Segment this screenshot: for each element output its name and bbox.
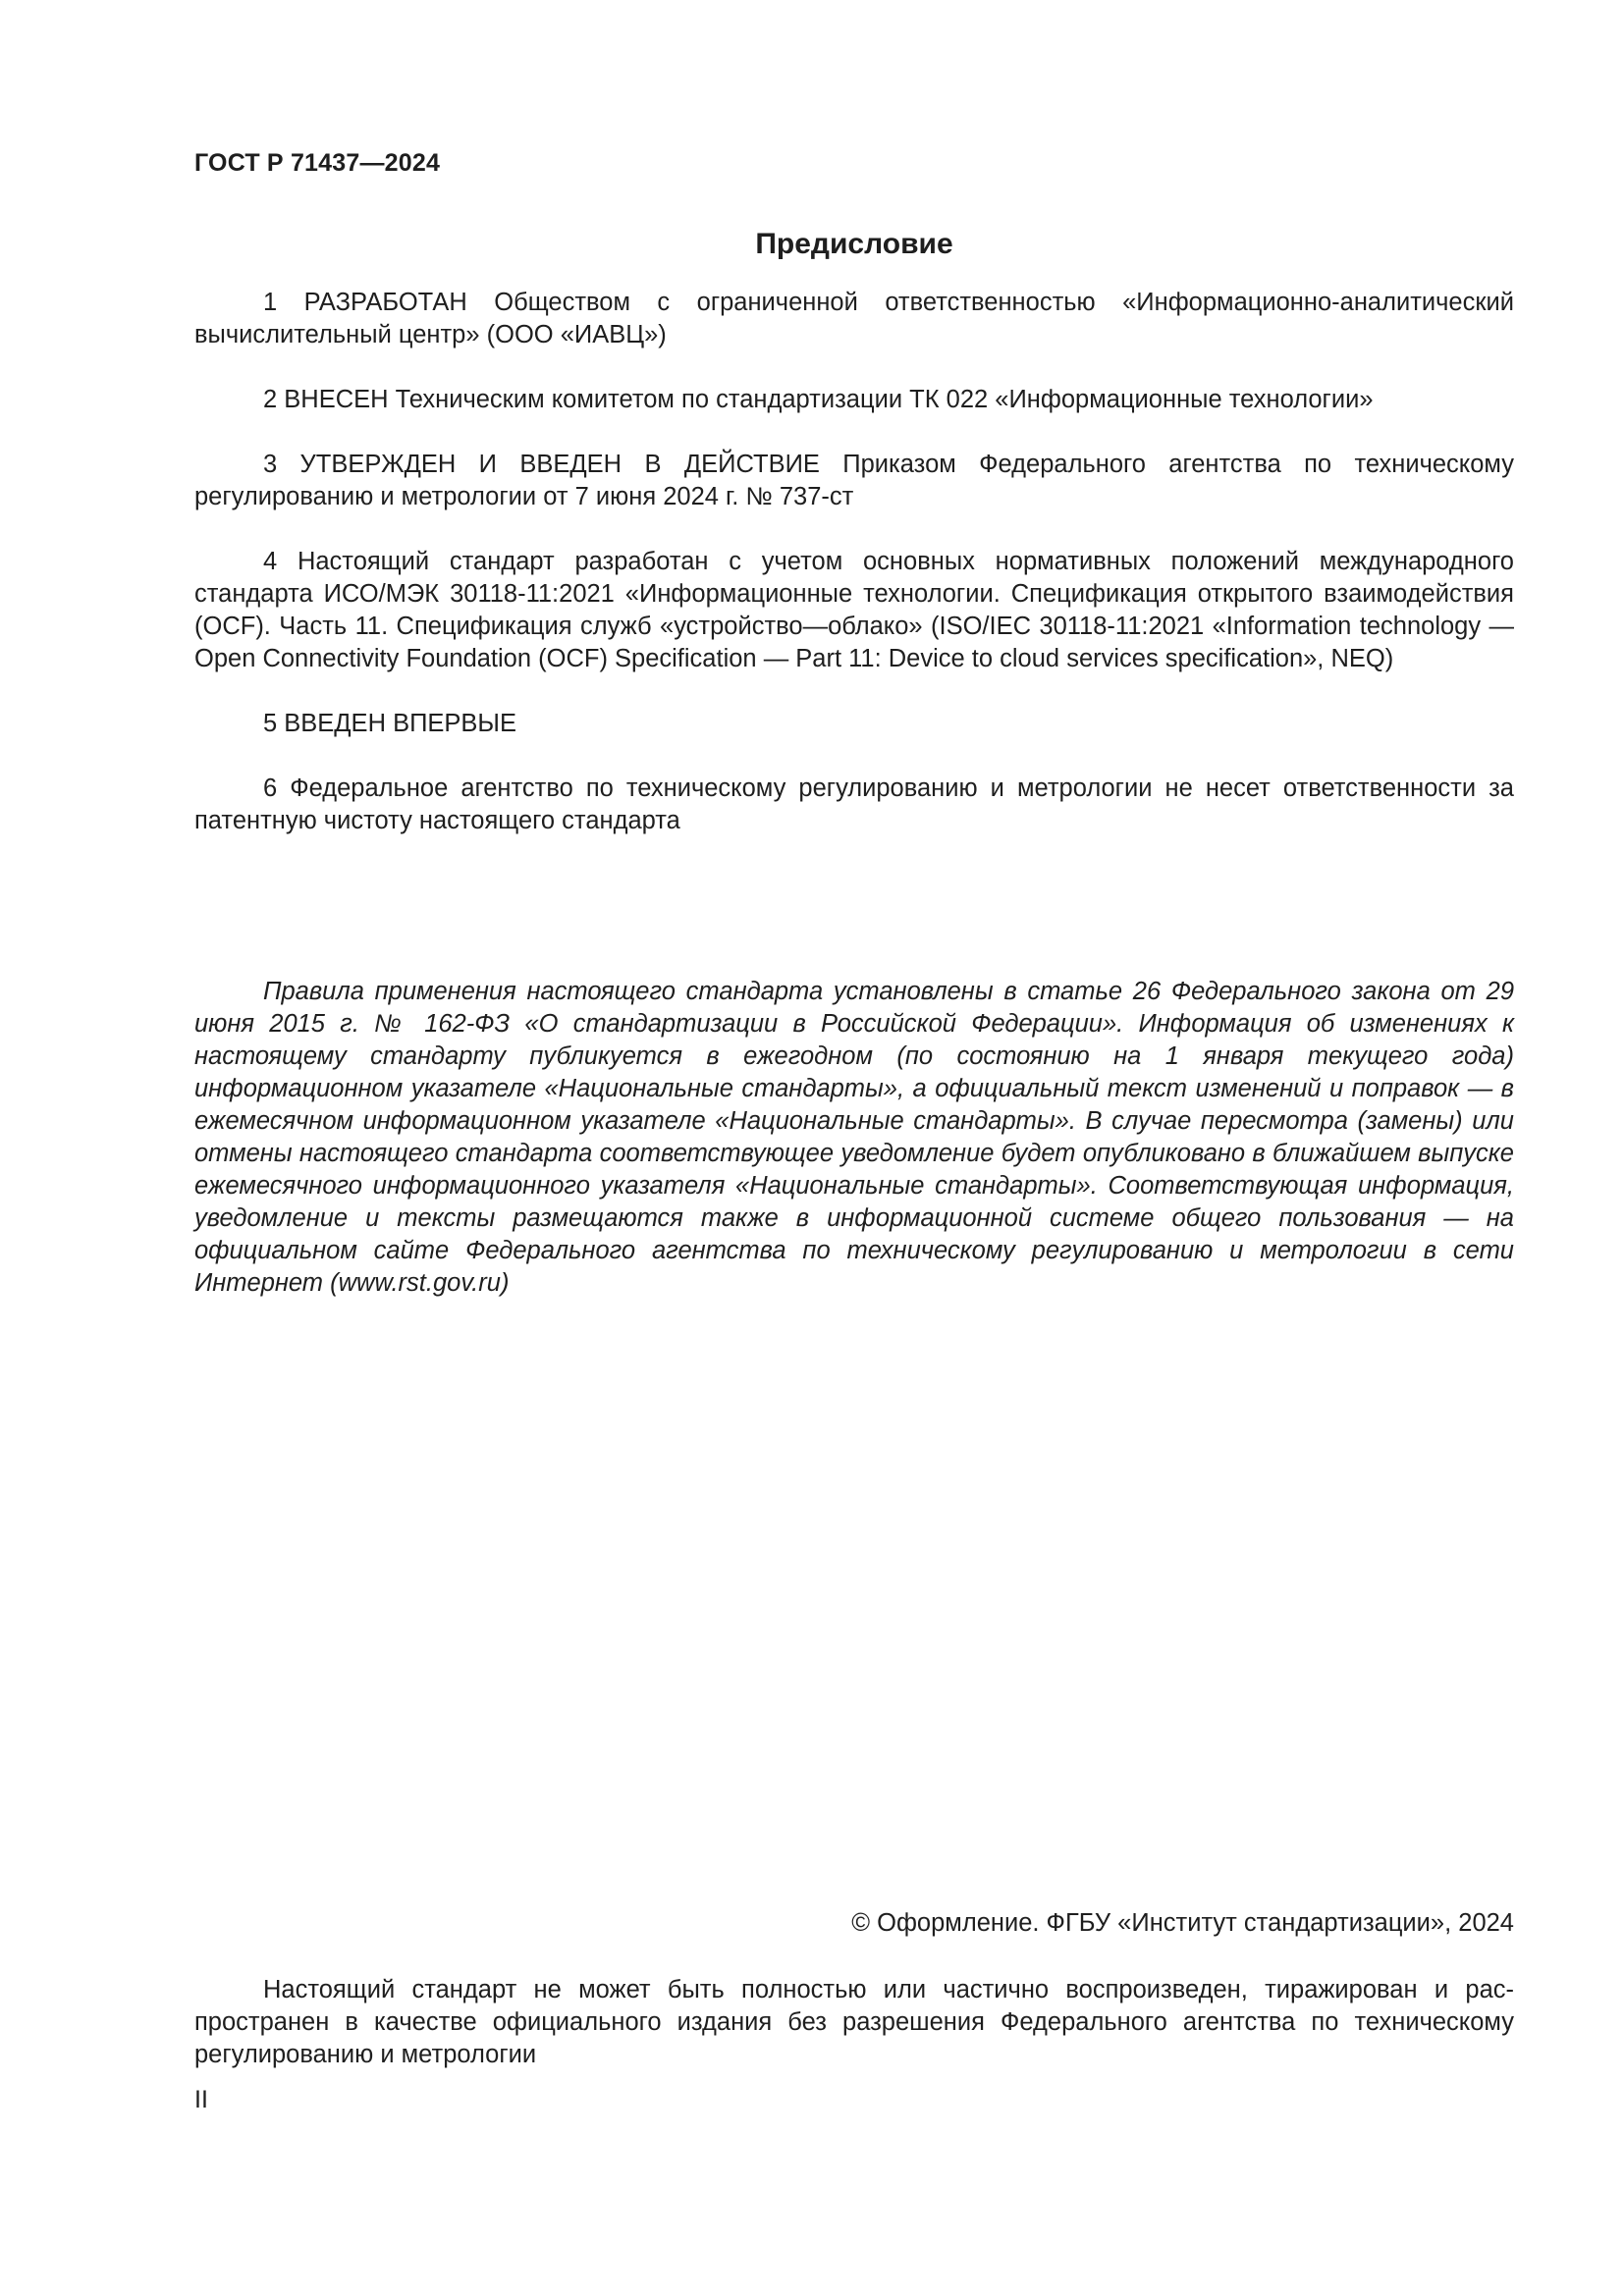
page-number: II [194, 2086, 208, 2113]
preface-item-6: 6 Федеральное агентство по техническому регулированию и метрологии не несет ответственности за патентную чистоту настоящего стандарта [194, 774, 1514, 834]
reproduction-notice [194, 1974, 1514, 2071]
notice-text: Правила применения настоящего стандарта установлены в статье 26 Федерального закона от 29 июня 2015 г. № 162-ФЗ «О стандартизации в Российской Федерации». Информация об изменениях к настоящему стандарту публикуется в ежегодном (по состоянию на 1 января текущего года) информационном указателе «Национальные стандарты», а официальный текст изменений и поправок — в ежемесячном информационном указателе «Национальные стандарты». В случае пересмотра (замены) или отмены настоящего стандарта соответствующее уведомление будет опубликовано в ближайшем выпуске ежемесячного информационного указателя «Национальные стандарты». Соответствующая информация, уведомление и тексты размещаются также в информационной системе общего пользования — на официальном сайте Федерального агентства по техническому регулированию и метрологии в сети Интернет (www.rst.gov.ru) [194, 978, 1514, 1297]
application-rules-notice [194, 976, 1514, 1300]
copyright-line: © Оформление. ФГБУ «Институт стандартизации», 2024 [851, 1909, 1514, 1937]
page-title: Предисловие [755, 228, 953, 260]
preface-item-4: 4 Настоящий стандарт разработан с учетом основных нормативных положений международного стандарта ИСО/МЭК 30118-11:2021 «Информационные технологии. Спецификация открытого взаимодействия (OCF). Часть 11. Спецификация служб «устройство—облако» (ISO/IEC 30118-11:2021 «Information technology — Open Connectivity Foundation (OCF) Specification — Part 11: Device to cloud services specification», NEQ) [194, 548, 1514, 672]
standard-code: ГОСТ Р 71437—2024 [194, 149, 441, 177]
preface-items [194, 287, 1514, 870]
preface-item-1: 1 РАЗРАБОТАН Обществом с ограниченной ответственностью «Информационно-аналитический вычислительный центр» (ООО «ИАВЦ») [194, 289, 1514, 348]
preface-item-5: 5 ВВЕДЕН ВПЕРВЫЕ [263, 710, 517, 737]
preface-item-3: 3 УТВЕРЖДЕН И ВВЕДЕН В ДЕЙСТВИЕ Приказом Федерального агентства по техническому регулированию и метрологии от 7 июня 2024 г. № 737-ст [194, 451, 1514, 510]
reproduction-text: Настоящий стандарт не может быть полностью или частично воспроизведен, тиражирован и распространен в качестве официального издания без разрешения Федерального агентства по техническому регулированию и метрологии [194, 1976, 1514, 2068]
preface-item-2: 2 ВНЕСЕН Техническим комитетом по стандартизации ТК 022 «Информационные технологии» [263, 386, 1374, 413]
